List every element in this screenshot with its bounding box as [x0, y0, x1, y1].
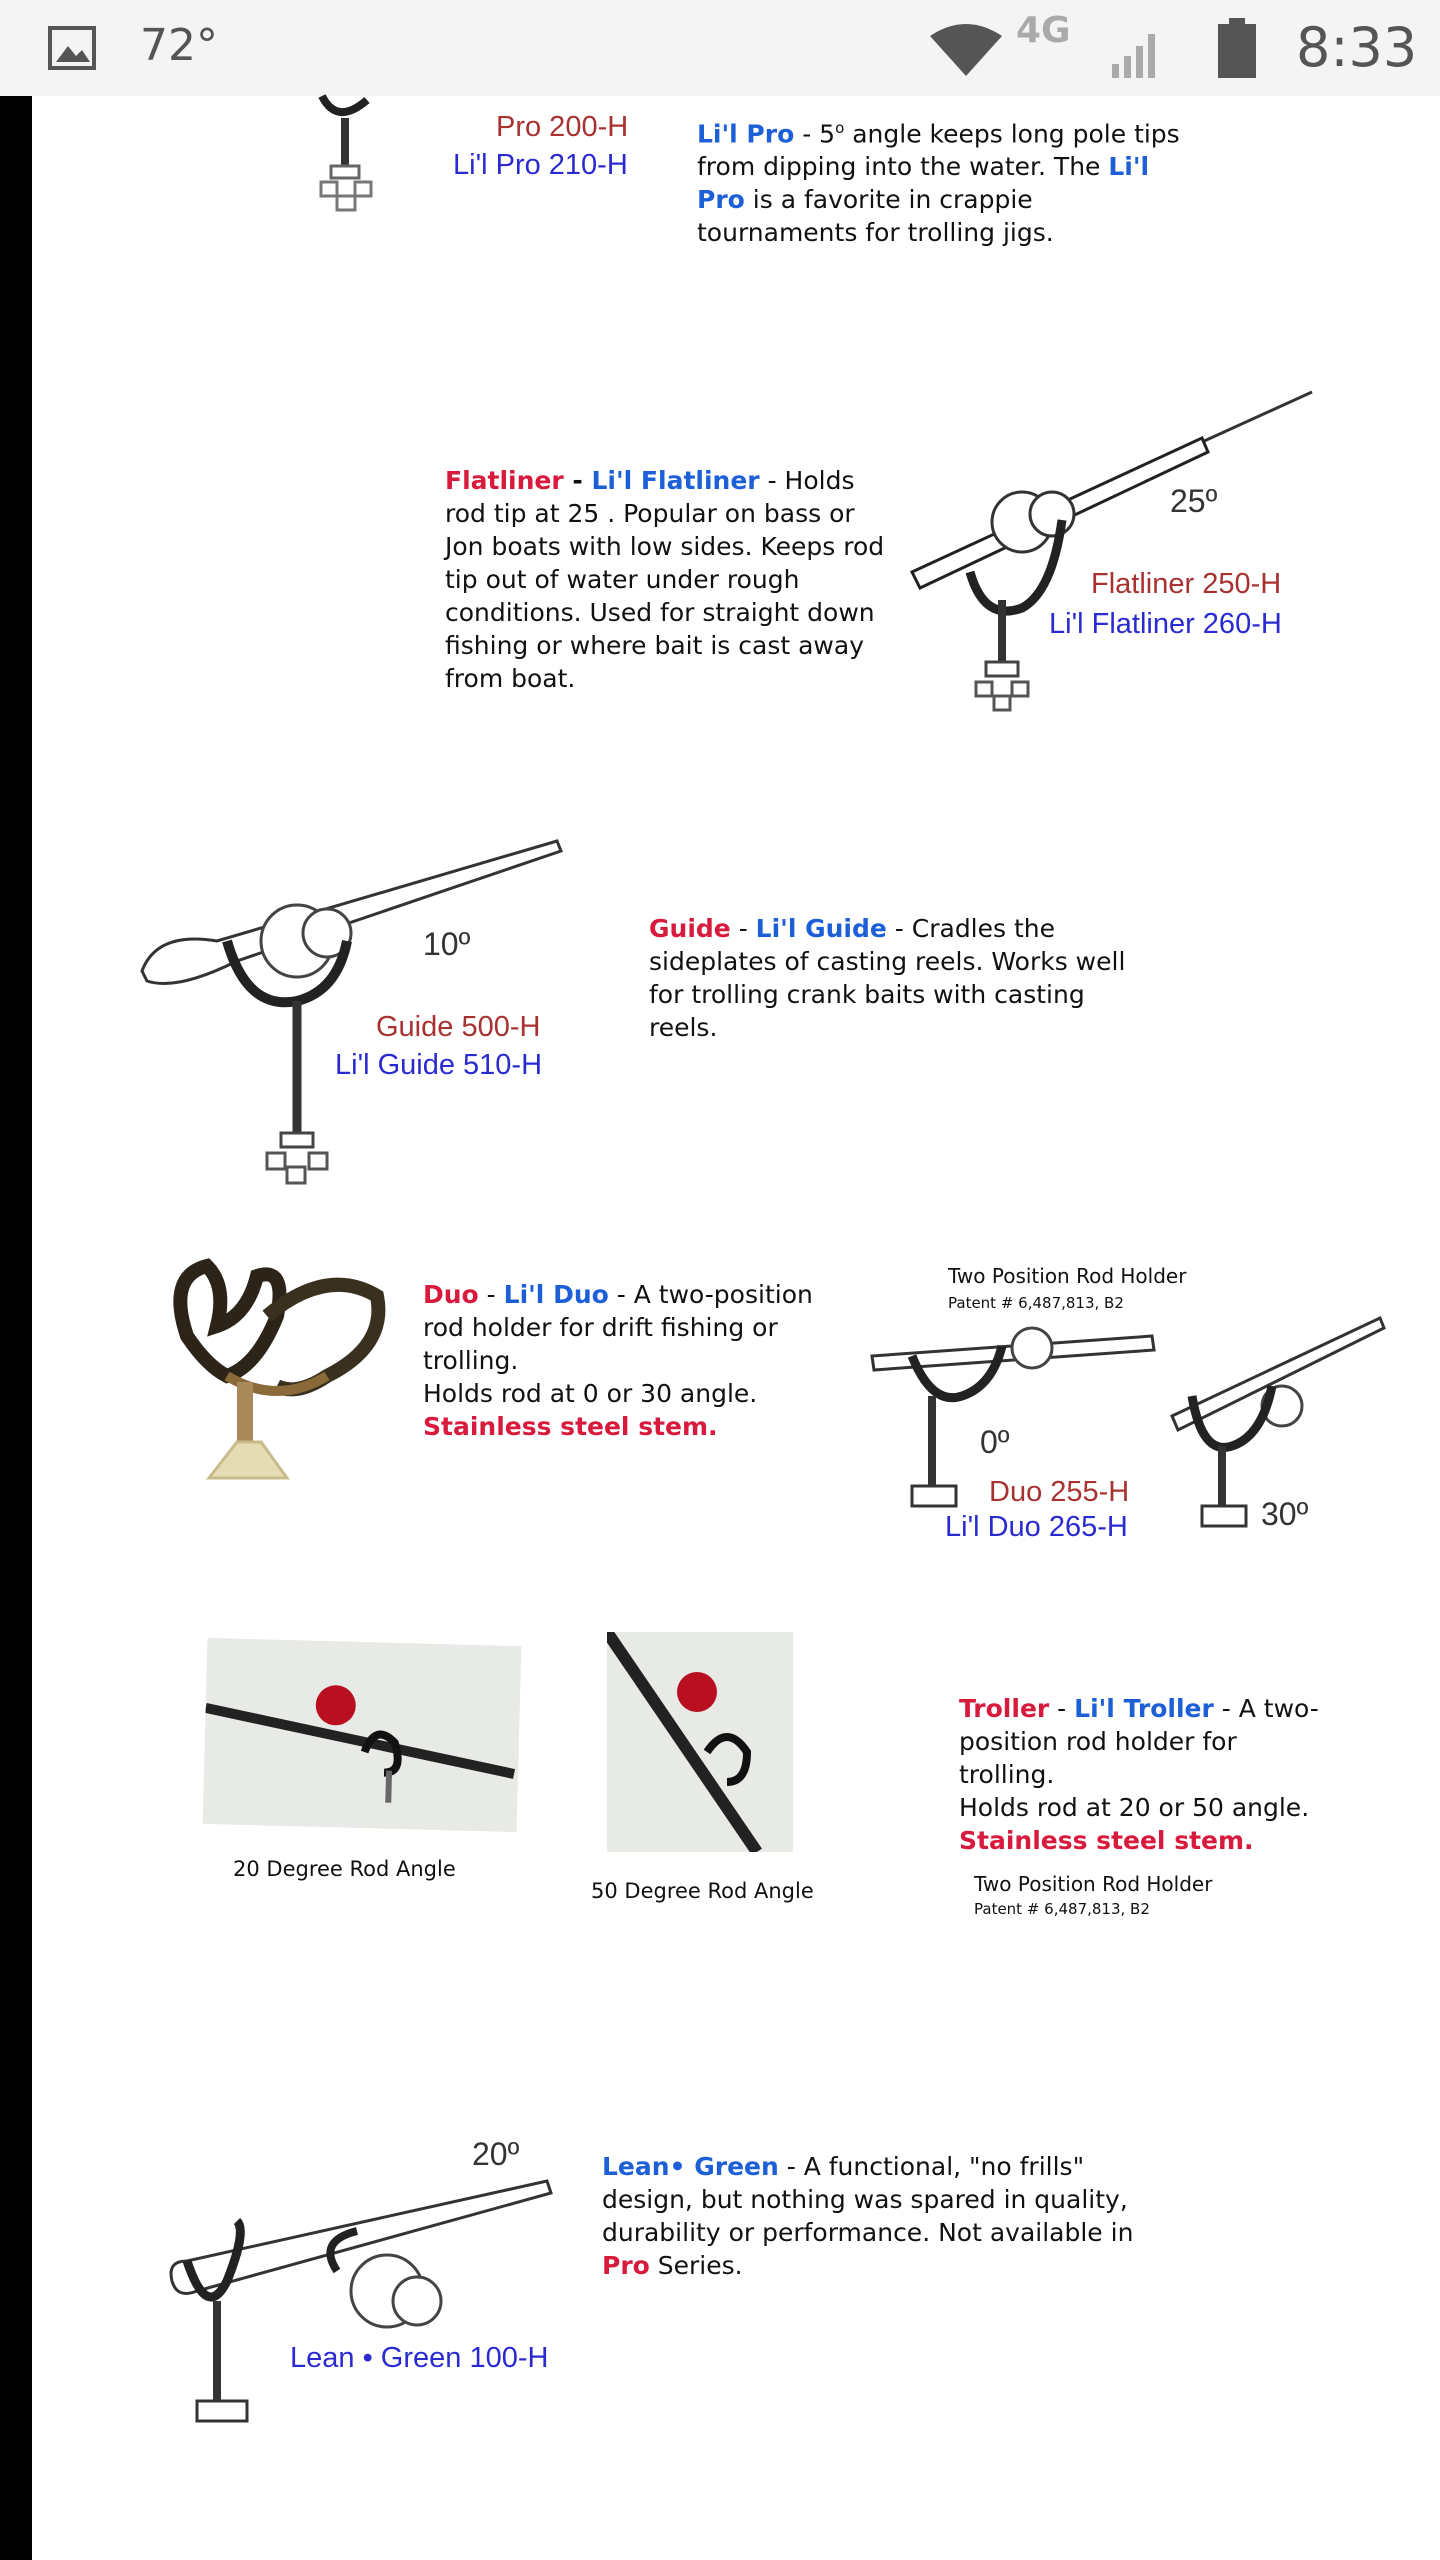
pro-series-label: Pro: [602, 2251, 650, 2280]
troller-angle-text: Holds rod at 20 or 50 angle.: [959, 1793, 1310, 1822]
signal-icon: [1110, 28, 1164, 78]
flatliner-angle: 25º: [1170, 483, 1218, 519]
duo-angle-30: 30º: [1261, 1496, 1309, 1532]
guide-label: Guide: [649, 914, 731, 943]
lil-pro-angle: - 5: [794, 119, 836, 149]
troller-label: Troller: [959, 1694, 1050, 1723]
lil-pro-model-name: Li'l Pro 210-H: [453, 149, 628, 181]
dash: -: [478, 1280, 504, 1309]
guide-description: [649, 912, 1149, 1044]
lean-green-rod-holder-image: [157, 2181, 557, 2461]
flatliner-text: - Holds rod tip at 25 . Popular on bass or Jon boats with low sides. Keeps rod tip out of water under rough conditions. Used for straight down fishing or where bait is cast away from boat.: [445, 466, 885, 693]
clock: 8:33: [1296, 16, 1418, 79]
troller-patent: Patent # 6,487,813, B2: [974, 1900, 1150, 1918]
troller-text: - A two-position rod holder for trolling.: [959, 1694, 1319, 1789]
flatliner-description: [445, 464, 895, 695]
lean-green-text: - A functional, "no frills" design, but nothing was spared in quality, durability or performance. Not available in: [602, 2152, 1134, 2247]
troller-20-degree-caption: 20 Degree Rod Angle: [233, 1857, 456, 1881]
lean-green-description: [602, 2150, 1142, 2282]
duo-text: - A two-position rod holder for drift fishing or trolling.: [423, 1280, 813, 1375]
lil-guide-label: Li'l Guide: [755, 914, 887, 943]
lil-pro-description: [697, 112, 1197, 249]
temperature: 72°: [140, 20, 218, 71]
duo-caption: Two Position Rod Holder: [948, 1264, 1187, 1288]
duo-patent: Patent # 6,487,813, B2: [948, 1294, 1124, 1312]
image-icon: [48, 26, 96, 70]
flatliner-label: Flatliner: [445, 466, 564, 495]
troller-50-degree-caption: 50 Degree Rod Angle: [591, 1879, 814, 1903]
lil-pro-text-2: is a favorite in crappie tournaments for trolling jigs.: [697, 185, 1054, 248]
status-bar: [0, 0, 1440, 96]
lil-flatliner-label: Li'l Flatliner: [591, 466, 760, 495]
lean-green-angle: 20º: [472, 2136, 520, 2172]
flatliner-model-name: Flatliner 250-H: [1091, 568, 1282, 600]
troller-caption: Two Position Rod Holder: [974, 1872, 1213, 1896]
lil-pro-text-1: angle keeps long pole tips from dipping into the water. The: [697, 119, 1180, 182]
lean-green-text-2: Series.: [649, 2251, 743, 2280]
duo-label: Duo: [423, 1280, 479, 1309]
troller-20-degree-photo: [203, 1638, 522, 1832]
troller-50-degree-photo: [607, 1632, 793, 1852]
duo-description: [423, 1278, 823, 1443]
guide-text: - Cradles the sideplates of casting reels. Works well for trolling crank baits with casting reels.: [649, 914, 1126, 1042]
dash: -: [563, 466, 592, 495]
lil-troller-label: Li'l Troller: [1074, 1694, 1214, 1723]
dash: -: [1049, 1694, 1075, 1723]
pro-model-name: Pro 200-H: [496, 111, 629, 143]
lil-pro-label-2: Li'l Pro: [697, 152, 1150, 215]
lil-pro-rod-holder-image: [287, 96, 417, 226]
wifi-icon: [928, 22, 1004, 76]
troller-stainless-stem: Stainless steel stem.: [959, 1826, 1254, 1855]
lil-guide-model-name: Li'l Guide 510-H: [335, 1049, 543, 1081]
degree-sup: o: [835, 119, 845, 137]
duo-model-name: Duo 255-H: [989, 1476, 1130, 1508]
lil-duo-model-name: Li'l Duo 265-H: [945, 1511, 1128, 1543]
web-page[interactable]: [32, 96, 1440, 2560]
lean-green-label: Lean• Green: [602, 2152, 779, 2181]
lil-pro-label: Li'l Pro: [697, 119, 795, 149]
duo-angle-0: 0º: [980, 1424, 1010, 1460]
lil-duo-label: Li'l Duo: [503, 1280, 609, 1309]
duo-angle-text: Holds rod at 0 or 30 angle.: [423, 1379, 758, 1408]
lil-flatliner-model-name: Li'l Flatliner 260-H: [1049, 608, 1282, 640]
duo-photo: [167, 1256, 397, 1496]
duo-stainless-stem: Stainless steel stem.: [423, 1412, 718, 1441]
guide-angle: 10º: [423, 926, 471, 962]
battery-icon: [1216, 18, 1258, 78]
guide-model-name: Guide 500-H: [376, 1011, 541, 1043]
dash: -: [730, 914, 756, 943]
network-type: 4G: [1016, 10, 1071, 51]
lean-green-model-name: Lean • Green 100-H: [290, 2342, 549, 2374]
left-edge-bar: [0, 96, 32, 2560]
troller-description: [959, 1692, 1319, 1857]
